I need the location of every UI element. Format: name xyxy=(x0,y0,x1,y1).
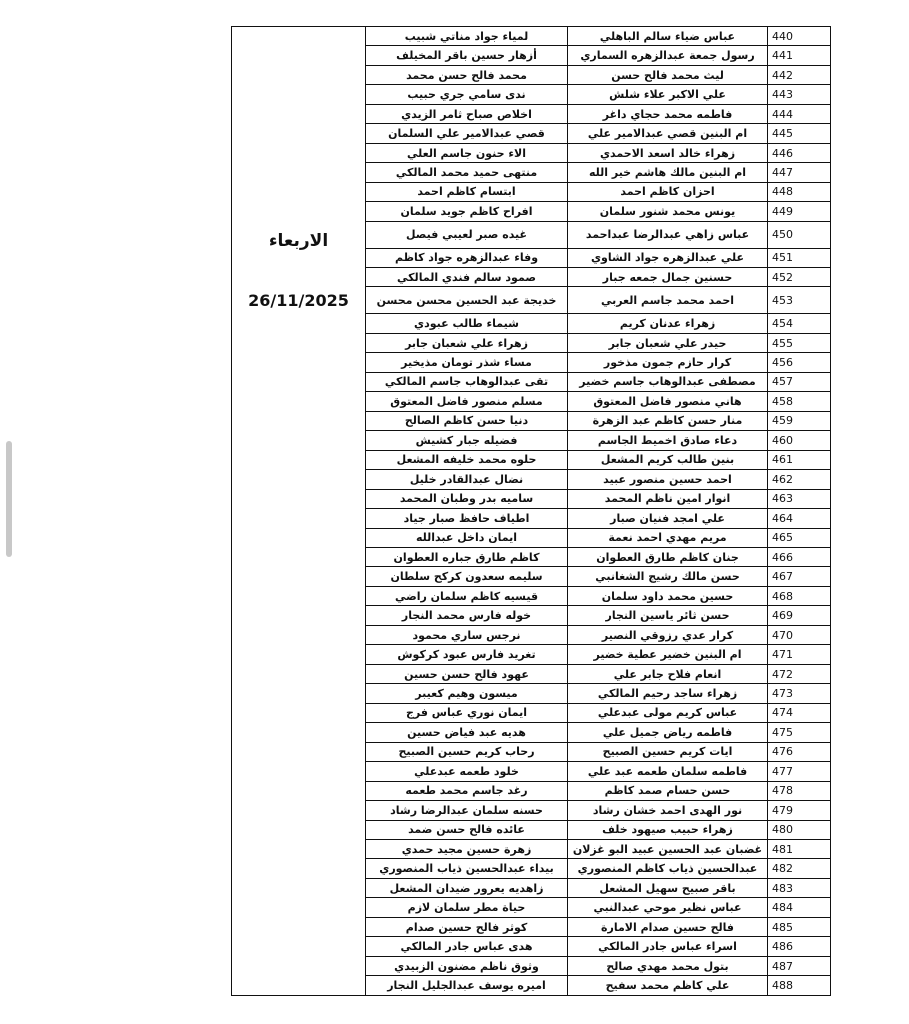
person-name-cell: ليث محمد فالح حسن xyxy=(568,66,768,84)
companion-name-cell: خديجة عبد الحسين محسن محسن xyxy=(366,287,568,313)
table-row xyxy=(366,879,830,898)
companion-name-cell: حسنه سلمان عبدالرضا رشاد xyxy=(366,801,568,819)
date-column xyxy=(232,27,366,995)
companion-name-cell: ساميه بدر وطبان المحمد xyxy=(366,490,568,508)
table-row xyxy=(366,287,830,314)
table-row xyxy=(366,548,830,567)
table-row xyxy=(366,314,830,333)
companion-name-cell: ميسون وهيم كعيبر xyxy=(366,684,568,702)
page-scrollbar[interactable] xyxy=(6,441,12,557)
row-number-cell: 466 xyxy=(772,550,793,564)
row-number-cell: 478 xyxy=(772,784,793,798)
row-number-cell: 449 xyxy=(772,204,793,218)
companion-name-cell: دنيا حسن كاظم الصالح xyxy=(366,412,568,430)
companion-name-cell: وثوق ناظم مضنون الزبيدي xyxy=(366,957,568,975)
row-number-cell: 469 xyxy=(772,609,793,623)
table-row xyxy=(366,567,830,586)
table-row xyxy=(366,937,830,956)
companion-name-cell: حلوه محمد خليفه المشعل xyxy=(366,451,568,469)
companion-name-cell: كوثر فالح حسين صدام xyxy=(366,918,568,936)
person-name-cell: حسن مالك رشيج الشغانبي xyxy=(568,567,768,585)
person-name-cell: كرار حازم جمون مذخور xyxy=(568,353,768,371)
table-row xyxy=(366,684,830,703)
person-name-cell: احمد حسين منصور عبيد xyxy=(568,470,768,488)
person-name-cell: عباس زاهي عبدالرضا عبداحمد xyxy=(568,222,768,248)
row-number-cell: 487 xyxy=(772,959,793,973)
table-row xyxy=(366,163,830,182)
row-number-cell: 441 xyxy=(772,49,793,63)
row-number-cell: 472 xyxy=(772,667,793,681)
row-number-cell: 471 xyxy=(772,648,793,662)
table-row xyxy=(366,222,830,249)
person-name-cell: ام البنين مالك هاشم خير الله xyxy=(568,163,768,181)
table-row xyxy=(366,334,830,353)
table-row xyxy=(366,27,830,46)
row-number-cell: 458 xyxy=(772,394,793,408)
row-number-cell: 476 xyxy=(772,745,793,759)
row-number-cell: 455 xyxy=(772,336,793,350)
companion-name-cell: بيداء عبدالحسين ذياب المنصوري xyxy=(366,859,568,877)
row-number-cell: 457 xyxy=(772,375,793,389)
row-number-cell: 463 xyxy=(772,492,793,506)
person-name-cell: عبدالحسين ذياب كاظم المنصوري xyxy=(568,859,768,877)
person-name-cell: اسراء عباس جادر المالكي xyxy=(568,937,768,955)
table-row xyxy=(366,801,830,820)
row-number-cell: 453 xyxy=(772,293,793,307)
table-row xyxy=(366,202,830,221)
row-number-cell: 454 xyxy=(772,317,793,331)
table-row xyxy=(366,66,830,85)
companion-name-cell: عائده فالح حسن ضمد xyxy=(366,821,568,839)
companion-name-cell: نرجس ساري محمود xyxy=(366,626,568,644)
person-name-cell: ام البنين خضير عطية خضير xyxy=(568,645,768,663)
companion-name-cell: تقى عبدالوهاب جاسم المالكي xyxy=(366,373,568,391)
row-number-cell: 467 xyxy=(772,570,793,584)
table-row xyxy=(366,412,830,431)
companion-name-cell: هديه عبد فياض حسين xyxy=(366,723,568,741)
companion-name-cell: خلود طعمه عبدعلي xyxy=(366,762,568,780)
table-row xyxy=(366,105,830,124)
table-row xyxy=(366,645,830,664)
companion-name-cell: قيسيه كاظم سلمان راضي xyxy=(366,587,568,605)
companion-name-cell: الاء حنون جاسم العلي xyxy=(366,144,568,162)
table-row xyxy=(366,490,830,509)
row-number-cell: 474 xyxy=(772,706,793,720)
row-number-cell: 475 xyxy=(772,725,793,739)
companion-name-cell: افراح كاظم جويد سلمان xyxy=(366,202,568,220)
table-row xyxy=(366,431,830,450)
person-name-cell: عباس نظير موحي عبدالنبي xyxy=(568,898,768,916)
row-number-cell: 470 xyxy=(772,628,793,642)
companion-name-cell: ايمان داخل عبدالله xyxy=(366,529,568,547)
table-row xyxy=(366,704,830,723)
table-row xyxy=(366,85,830,104)
person-name-cell: حسن حسام صمد كاظم xyxy=(568,782,768,800)
table-row xyxy=(366,626,830,645)
person-name-cell: علي الاكبر علاء شلش xyxy=(568,85,768,103)
person-name-cell: حيدر علي شعبان جابر xyxy=(568,334,768,352)
companion-name-cell: محمد فالح حسن محمد xyxy=(366,66,568,84)
person-name-cell: احمد محمد جاسم العربي xyxy=(568,287,768,313)
table-row xyxy=(366,918,830,937)
row-number-cell: 450 xyxy=(772,228,793,242)
companion-name-cell: مساء شذر تومان مذيخير xyxy=(366,353,568,371)
person-name-cell: رسول جمعة عبدالزهره السماري xyxy=(568,46,768,64)
person-name-cell: غضبان عبد الحسين عبيد البو غزلان xyxy=(568,840,768,858)
companion-name-cell: منتهى حميد محمد المالكي xyxy=(366,163,568,181)
companion-name-cell: شيماء طالب عبودي xyxy=(366,314,568,332)
row-number-cell: 477 xyxy=(772,764,793,778)
row-number-cell: 483 xyxy=(772,881,793,895)
person-name-cell: منار حسن كاظم عبد الزهرة xyxy=(568,412,768,430)
person-name-cell: عباس كريم مولى عبدعلي xyxy=(568,704,768,722)
table-row xyxy=(366,606,830,625)
row-number-cell: 461 xyxy=(772,453,793,467)
table-row xyxy=(366,859,830,878)
companion-name-cell: غيده صبر لعيبي فيصل xyxy=(366,222,568,248)
row-number-cell: 456 xyxy=(772,356,793,370)
person-name-cell: زهراء عدنان كريم xyxy=(568,314,768,332)
companion-name-cell: كاظم طارق جباره العطوان xyxy=(366,548,568,566)
row-number-cell: 479 xyxy=(772,803,793,817)
person-name-cell: ام البنين قصي عبدالامير علي xyxy=(568,124,768,142)
companion-name-cell: زاهديه يعرور ضيدان المشعل xyxy=(366,879,568,897)
person-name-cell: حسنين جمال جمعه جبار xyxy=(568,268,768,286)
companion-name-cell: عهود فالح حسن حسين xyxy=(366,665,568,683)
person-name-cell: بتول محمد مهدي صالح xyxy=(568,957,768,975)
row-number-cell: 442 xyxy=(772,68,793,82)
table-rows xyxy=(366,27,830,995)
companion-name-cell: حياة مطر سلمان لازم xyxy=(366,898,568,916)
row-number-cell: 443 xyxy=(772,88,793,102)
row-number-cell: 459 xyxy=(772,414,793,428)
companion-name-cell: هدى عباس جادر المالكي xyxy=(366,937,568,955)
person-name-cell: علي عبدالزهره جواد الشاوي xyxy=(568,249,768,267)
table-row xyxy=(366,762,830,781)
person-name-cell: فاطمه سلمان طعمه عبد علي xyxy=(568,762,768,780)
companion-name-cell: ايمان نوري عباس فرج xyxy=(366,704,568,722)
person-name-cell: فاطمه محمد حجاي داغر xyxy=(568,105,768,123)
row-number-cell: 462 xyxy=(772,472,793,486)
row-number-cell: 452 xyxy=(772,270,793,284)
companion-name-cell: اخلاص صباح ثامر الزيدي xyxy=(366,105,568,123)
companion-name-cell: نضال عبدالقادر خليل xyxy=(366,470,568,488)
names-table xyxy=(231,26,831,996)
person-name-cell: مصطفى عبدالوهاب جاسم خضير xyxy=(568,373,768,391)
row-number-cell: 451 xyxy=(772,251,793,265)
person-name-cell: مريم مهدي احمد نعمة xyxy=(568,529,768,547)
table-row xyxy=(366,124,830,143)
row-number-cell: 447 xyxy=(772,166,793,180)
row-number-cell: 460 xyxy=(772,433,793,447)
person-name-cell: زهراء ساجد رحيم المالكي xyxy=(568,684,768,702)
table-row xyxy=(366,509,830,528)
companion-name-cell: رغد جاسم محمد طعمه xyxy=(366,782,568,800)
person-name-cell: كرار عدي رزوقي النصير xyxy=(568,626,768,644)
table-row xyxy=(366,183,830,202)
row-number-cell: 448 xyxy=(772,185,793,199)
companion-name-cell: مسلم منصور فاضل المعتوق xyxy=(366,392,568,410)
person-name-cell: فالح حسين صدام الامارة xyxy=(568,918,768,936)
table-row xyxy=(366,957,830,976)
row-number-cell: 480 xyxy=(772,823,793,837)
row-number-cell: 468 xyxy=(772,589,793,603)
person-name-cell: بنين طالب كريم المشعل xyxy=(568,451,768,469)
companion-name-cell: أزهار حسين باقر المخيلف xyxy=(366,46,568,64)
row-number-cell: 485 xyxy=(772,920,793,934)
person-name-cell: باقر صبيح سهيل المشعل xyxy=(568,879,768,897)
person-name-cell: انوار امين ناظم المحمد xyxy=(568,490,768,508)
table-row xyxy=(366,451,830,470)
row-number-cell: 445 xyxy=(772,127,793,141)
companion-name-cell: زهراء علي شعبان جابر xyxy=(366,334,568,352)
row-number-cell: 446 xyxy=(772,146,793,160)
table-row xyxy=(366,268,830,287)
person-name-cell: حسن ثائر ياسين النجار xyxy=(568,606,768,624)
row-number-cell: 481 xyxy=(772,842,793,856)
table-row xyxy=(366,840,830,859)
table-row xyxy=(366,665,830,684)
table-row xyxy=(366,743,830,762)
row-number-cell: 486 xyxy=(772,940,793,954)
table-row xyxy=(366,470,830,489)
companion-name-cell: اميره يوسف عبدالجليل النجار xyxy=(366,976,568,994)
person-name-cell: هاني منصور فاضل المعتوق xyxy=(568,392,768,410)
companion-name-cell: وفاء عبدالزهره جواد كاظم xyxy=(366,249,568,267)
table-row xyxy=(366,821,830,840)
table-row xyxy=(366,723,830,742)
table-row xyxy=(366,46,830,65)
companion-name-cell: اطياف حافظ صبار جياد xyxy=(366,509,568,527)
table-row xyxy=(366,144,830,163)
row-number-cell: 465 xyxy=(772,531,793,545)
person-name-cell: احزان كاظم احمد xyxy=(568,183,768,201)
person-name-cell: يونس محمد شنور سلمان xyxy=(568,202,768,220)
row-number-cell: 440 xyxy=(772,29,793,43)
companion-name-cell: تغريد فارس عبود كركوش xyxy=(366,645,568,663)
row-number-cell: 484 xyxy=(772,901,793,915)
row-number-cell: 464 xyxy=(772,511,793,525)
person-name-cell: علي امجد فنيان صبار xyxy=(568,509,768,527)
companion-name-cell: قصي عبدالامير علي السلمان xyxy=(366,124,568,142)
day-label: الاربعاء xyxy=(268,231,329,251)
companion-name-cell: رحاب كريم حسين الصبيح xyxy=(366,743,568,761)
date-label: 26/11/2025 xyxy=(248,291,349,310)
companion-name-cell: ندى سامي جري حبيب xyxy=(366,85,568,103)
table-row xyxy=(366,392,830,411)
table-row xyxy=(366,782,830,801)
companion-name-cell: ابتسام كاظم احمد xyxy=(366,183,568,201)
person-name-cell: نور الهدى احمد خشان رشاد xyxy=(568,801,768,819)
person-name-cell: ايات كريم حسين الصبيح xyxy=(568,743,768,761)
companion-name-cell: فضيله جبار كشيش xyxy=(366,431,568,449)
person-name-cell: جنان كاظم طارق العطوان xyxy=(568,548,768,566)
companion-name-cell: صمود سالم فندي المالكي xyxy=(366,268,568,286)
table-row xyxy=(366,587,830,606)
person-name-cell: زهراء حبيب صيهود خلف xyxy=(568,821,768,839)
table-row xyxy=(366,976,830,994)
companion-name-cell: سليمه سعدون كركح سلطان xyxy=(366,567,568,585)
table-row xyxy=(366,249,830,268)
table-row xyxy=(366,529,830,548)
row-number-cell: 444 xyxy=(772,107,793,121)
table-row xyxy=(366,373,830,392)
table-row xyxy=(366,353,830,372)
table-row xyxy=(366,898,830,917)
companion-name-cell: خوله فارس محمد النجار xyxy=(366,606,568,624)
person-name-cell: حسين محمد داود سلمان xyxy=(568,587,768,605)
person-name-cell: فاطمه رياض جميل علي xyxy=(568,723,768,741)
person-name-cell: علي كاظم محمد سفيح xyxy=(568,976,768,994)
companion-name-cell: لمياء جواد مناتي شبيب xyxy=(366,27,568,45)
companion-name-cell: زهرة حسين مجيد حمدي xyxy=(366,840,568,858)
person-name-cell: انعام فلاح جابر علي xyxy=(568,665,768,683)
row-number-cell: 473 xyxy=(772,686,793,700)
person-name-cell: دعاء صادق اخميط الجاسم xyxy=(568,431,768,449)
person-name-cell: زهراء خالد اسعد الاحمدي xyxy=(568,144,768,162)
row-number-cell: 488 xyxy=(772,979,793,993)
row-number-cell: 482 xyxy=(772,862,793,876)
person-name-cell: عباس ضياء سالم الباهلي xyxy=(568,27,768,45)
